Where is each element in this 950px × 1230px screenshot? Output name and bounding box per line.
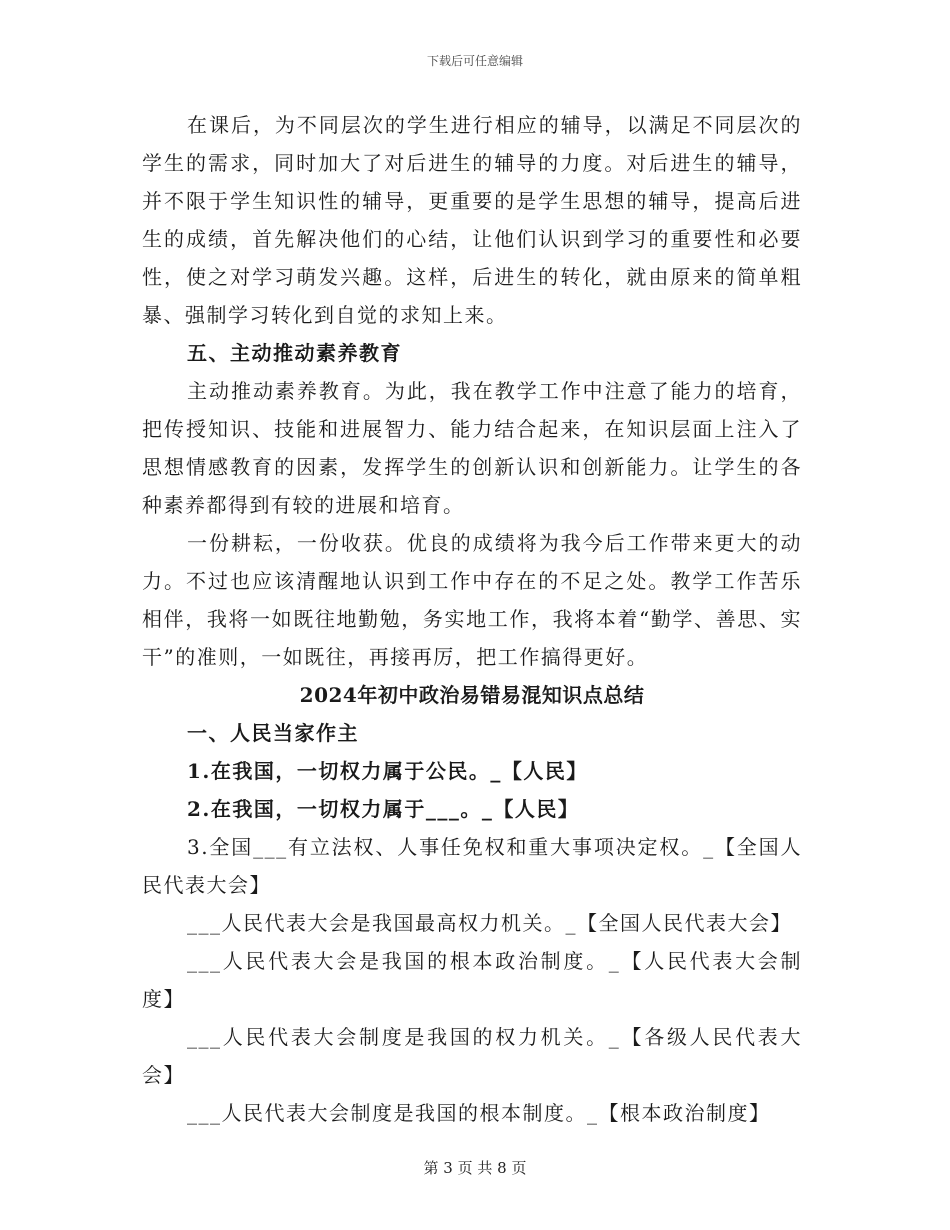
paragraph-conclusion: 一份耕耘，一份收获。优良的成绩将为我今后工作带来更大的动力。不过也应该清醒地认识到工作中存在的不足之处。教学工作苦乐相伴，我将一如既往地勤勉，务实地工作，我将本着“勤学、善思、实干”的准则，一如既往，再接再厉，把工作搞得更好。 xyxy=(142,531,802,669)
section-heading-5: 五、主动推动素养教育 xyxy=(187,341,402,365)
page-number-footer: 第 3 页 共 8 页 xyxy=(423,1159,527,1177)
question-6: ___人民代表大会制度是我国的权力机关。_【各级人民代表大会】 xyxy=(142,1025,802,1087)
document-title: 2024年初中政治易错易混知识点总结 xyxy=(299,683,645,707)
paragraph-quality-education: 主动推动素养教育。为此，我在教学工作中注意了能力的培育，把传授知识、技能和进展智力、能力结合起来，在知识层面上注入了思想情感教育的因素，发挥学生的创新认识和创新能力。让学生的各种素养都得到有较的进展和培育。 xyxy=(142,379,802,517)
question-2: 2.在我国，一切权力属于___。_【人民】 xyxy=(187,797,580,821)
document-body xyxy=(142,106,802,1132)
question-7: ___人民代表大会制度是我国的根本制度。_【根本政治制度】 xyxy=(187,1101,771,1125)
section-heading-1: 一、人民当家作主 xyxy=(187,721,359,745)
question-3: 3.全国___有立法权、人事任免权和重大事项决定权。_【全国人民代表大会】 xyxy=(142,835,802,897)
paragraph-tutoring: 在课后，为不同层次的学生进行相应的辅导，以满足不同层次的学生的需求，同时加大了对后进生的辅导的力度。对后进生的辅导，并不限于学生知识性的辅导，更重要的是学生思想的辅导，提高后进生的成绩，首先解决他们的心结，让他们认识到学习的重要性和必要性，使之对学习萌发兴趣。这样，后进生的转化，就由原来的简单粗暴、强制学习转化到自觉的求知上来。 xyxy=(142,113,802,327)
page-header-note: 下载后可任意编辑 xyxy=(426,54,523,68)
question-1: 1.在我国，一切权力属于公民。_【人民】 xyxy=(187,759,588,783)
question-4: ___人民代表大会是我国最高权力机关。_【全国人民代表大会】 xyxy=(187,911,792,935)
question-5: ___人民代表大会是我国的根本政治制度。_【人民代表大会制度】 xyxy=(142,949,802,1011)
